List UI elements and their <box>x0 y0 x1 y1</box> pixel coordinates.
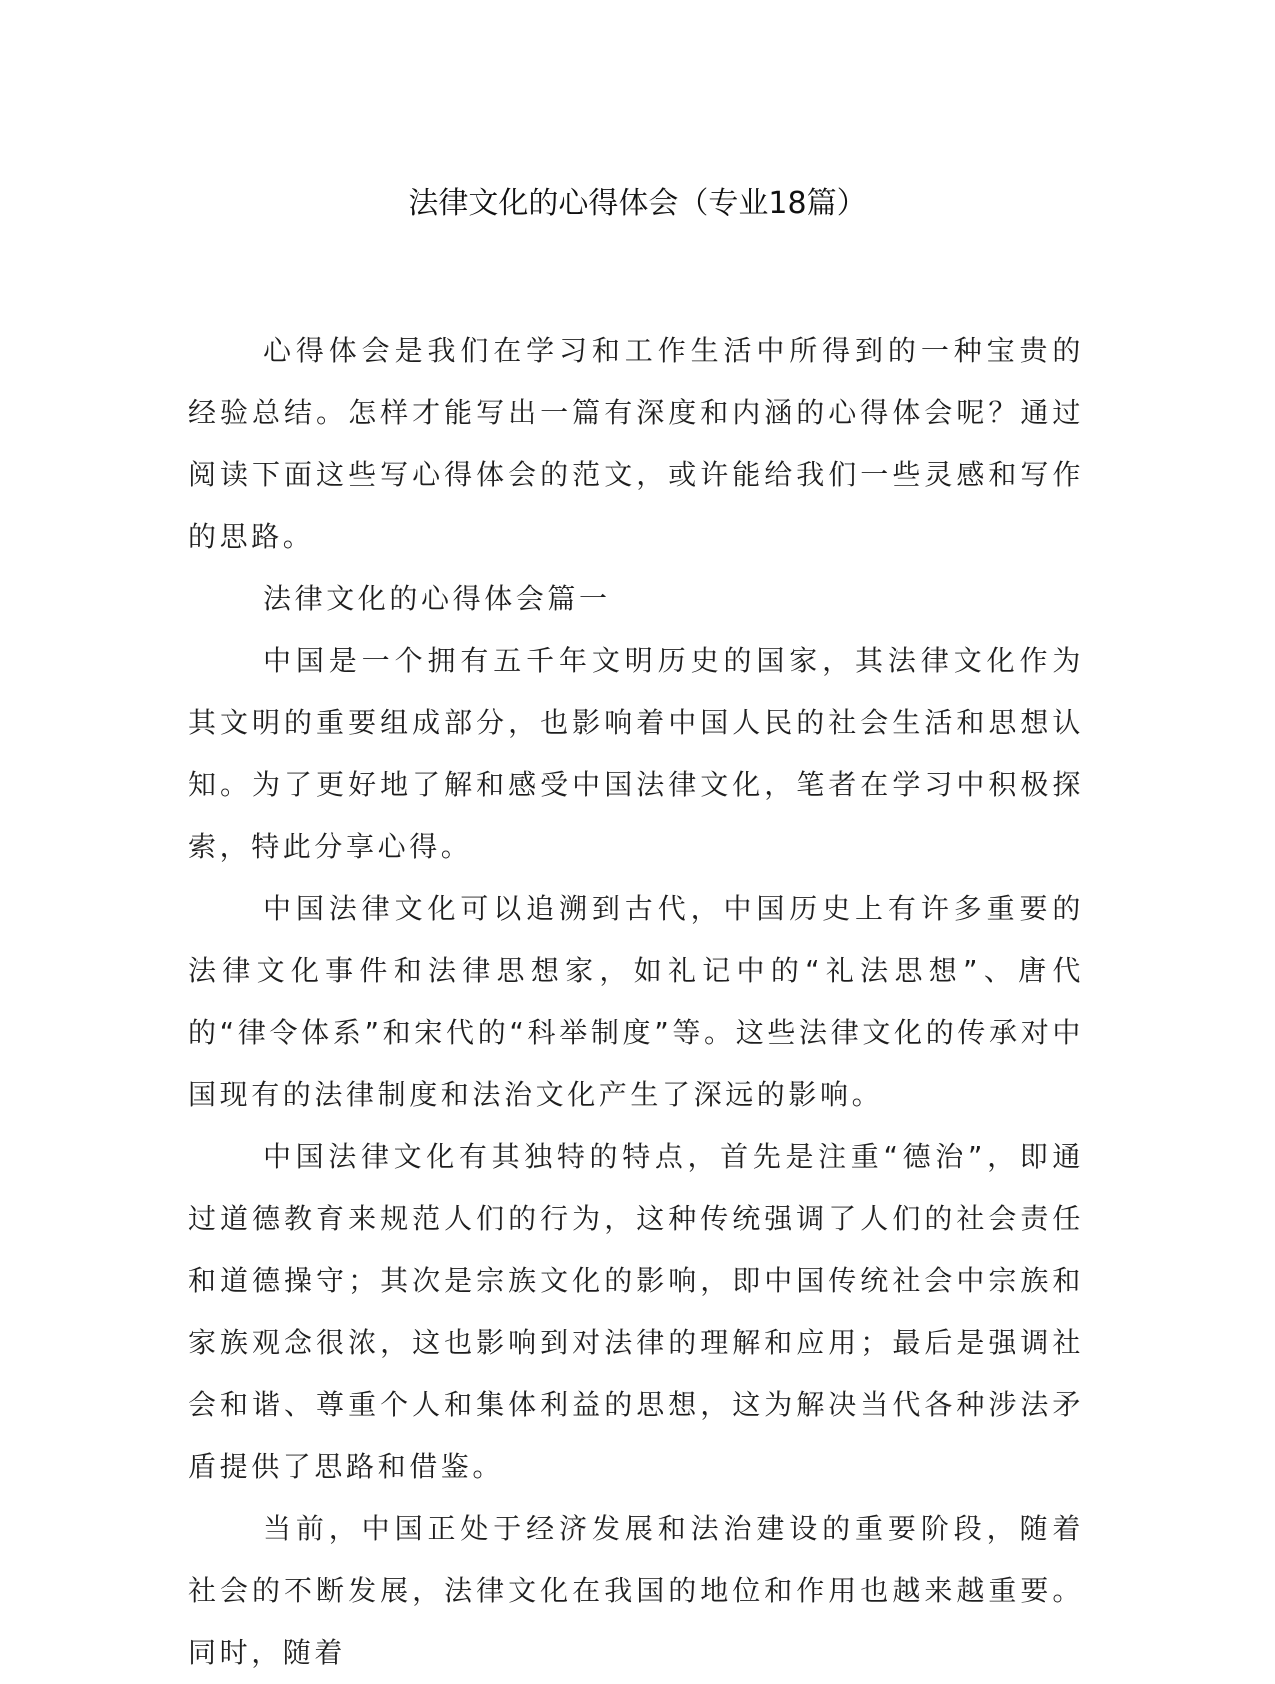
body-paragraph-1: 中国是一个拥有五千年文明历史的国家，其法律文化作为其文明的重要组成部分，也影响着中国人民的社会生活和思想认知。为了更好地了解和感受中国法律文化，笔者在学习中积极探索，特此分享心得。 <box>188 644 1084 863</box>
body-paragraph-4: 当前，中国正处于经济发展和法治建设的重要阶段，随着社会的不断发展，法律文化在我国的地位和作用也越来越重要。同时，随着 <box>188 1512 1084 1669</box>
body-paragraph-2: 中国法律文化可以追溯到古代，中国历史上有许多重要的法律文化事件和法律思想家，如礼记中的“礼法思想”、唐代的“律令体系”和宋代的“科举制度”等。这些法律文化的传承对中国现有的法律制度和法治文化产生了深远的影响。 <box>188 892 1084 1111</box>
document-title: 法律文化的心得体会（专业18篇） <box>408 186 867 221</box>
section-heading-1: 法律文化的心得体会篇一 <box>263 582 611 615</box>
document-body <box>188 320 1084 1684</box>
body-paragraph-3: 中国法律文化有其独特的特点，首先是注重“德治”，即通过道德教育来规范人们的行为，这种传统强调了人们的社会责任和道德操守；其次是宗族文化的影响，即中国传统社会中宗族和家族观念很浓，这也影响到对法律的理解和应用；最后是强调社会和谐、尊重个人和集体利益的思想，这为解决当代各种涉法矛盾提供了思路和借鉴。 <box>188 1140 1084 1483</box>
intro-paragraph: 心得体会是我们在学习和工作生活中所得到的一种宝贵的经验总结。怎样才能写出一篇有深度和内涵的心得体会呢？通过阅读下面这些写心得体会的范文，或许能给我们一些灵感和写作的思路。 <box>188 334 1084 553</box>
